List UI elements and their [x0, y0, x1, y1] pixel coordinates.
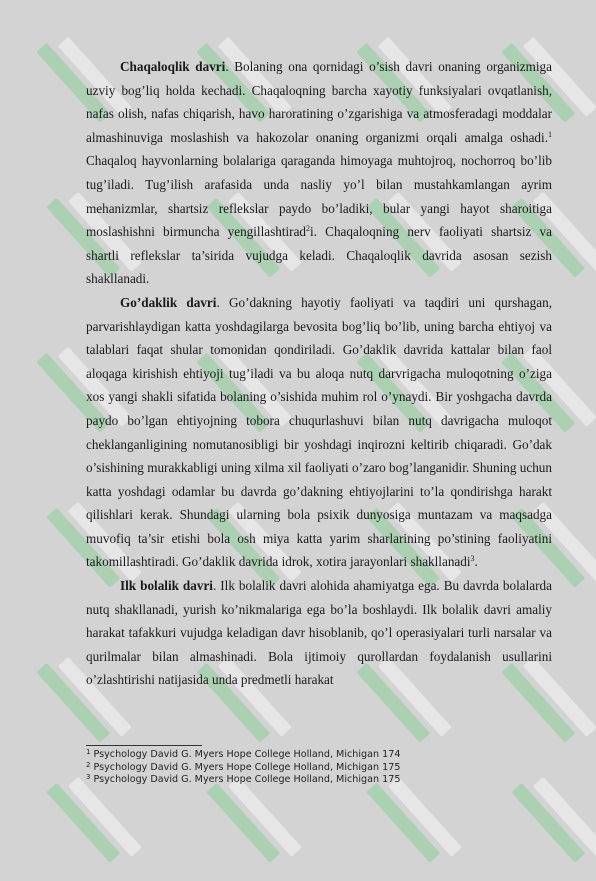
- footnote-separator: [86, 745, 202, 746]
- footnote-number: 3: [86, 773, 91, 782]
- text-run: . Go’dakning hayotiy faoliyati va taqdiri uni qurshagan, parvarishlaydigan katta yoshdagilarga bevosita bog’liq bo’lib, uning barcha ehtiyoj va talablari faqat shular tomonidan qondiriladi. Go’daklik davrida kattalar bilan faol aloqaga kirishish ehtiyoji tug’iladi va bu aloqa nutq darvrigacha muloqotning o’ziga xos yangi shakli sifatida bolaning o’sishida muhim rol o’ynaydi. Bir yoshgacha davrda paydo bo’lgan ehtiyojning tobora chuqurlashuvi bilan nutq davrigacha muloqot cheklanganligining nomutanosibligi bir yoshdagi inqirozni keltirib chiqaradi. Go’dak o’sishining murakkabligi uning xilma xil faoliyati o’zaro bog’langanidir. Shuning uchun katta yoshdagi odamlar bu davrda go’dakning ehtiyojlarini to’la qondirishga harakt qilishlari kerak. Shundagi ularning bola psixik dunyosiga muntazam va maqsadga muvofiq ta’sir etishi bola osh miya katta yarim sharlarining po’stining faoliyatini takomillashtiradi. Go’daklik davrida idrok, xotira jarayonlari shakllanadi: [86, 294, 552, 570]
- text-run: Chaqaloq hayvonlarning bolalariga qaraganda himoyaga muhtojroq, nochorroq bo’lib tug’iladi. Tug’ilish arafasida unda nasliy yo’l bilan mustahkamlangan ayrim mehanizmlar, shartsiz reflekslar paydo bo’ladiki, bular yangi hayot sharoitiga moslashishni birmuncha yengillashtirad: [86, 153, 552, 240]
- paragraph-chaqaloqlik: [86, 55, 552, 291]
- text-run: i. Chaqaloqning nerv faoliyati shartsiz va shartli reflekslar ta’sirida vujudga keladi. Chaqaloqlik davrida asosan sezish shakllanadi.: [86, 224, 552, 287]
- footnote-text: Psychology David G. Myers Hope College Holland, Michigan 175: [90, 761, 401, 773]
- footnotes: [86, 749, 552, 787]
- footnote-2: [86, 762, 552, 775]
- text-run: . Ilk bolalik davri alohida ahamiyatga ega. Bu davrda bolalarda nutq shakllanadi, yurish ko’nikmalariga ega bo’la boshlaydi. Ilk bolalik davri amaliy harakat tafakkuri vujudga keladigan davr hisoblanib, qo’l operasiyalari turli narsalar va qurilmalar bilan almashinadi. Bola ijtimoiy qurollardan foydalanish usullarini o’zlashtirishi natijasida unda predmetli harakat: [86, 578, 552, 688]
- heading-chaqaloqlik: Chaqaloqlik davri: [120, 59, 226, 74]
- heading-ilk-bolalik: Ilk bolalik davri: [120, 578, 213, 594]
- footnote-ref-2[interactable]: 2: [306, 224, 311, 234]
- text-run: .: [474, 554, 478, 570]
- footnote-3: [86, 774, 552, 787]
- heading-godaklik: Go’daklik davri: [120, 294, 217, 310]
- paragraph-godaklik: [86, 291, 552, 574]
- footnote-number: 2: [86, 760, 91, 769]
- paragraph-ilk-bolalik: [86, 574, 552, 692]
- footnote-ref-1[interactable]: 1: [548, 129, 552, 139]
- footnote-1: [86, 749, 552, 762]
- footnote-text: Psychology David G. Myers Hope College Holland, Michigan 174: [90, 749, 401, 760]
- footnote-text: Psychology David G. Myers Hope College Holland, Michigan 175: [90, 774, 401, 786]
- footnote-number: 1: [86, 748, 91, 756]
- document-body: [86, 55, 552, 692]
- text-run: . Bolaning ona qornidagi o’sish davri onaning organizmiga uzviy bog’liq holda kechadi. Chaqaloqning barcha xayotiy funksiyalari ovqatlanish, nafas olish, nafas chiqarish, havo haroratining o’zgarishiga va atmosferadagi moddalar almashinuviga moslashish va hakozolar onaning organizmi orqali amalga oshadi.: [86, 59, 552, 145]
- footnote-ref-3[interactable]: 3: [470, 554, 475, 564]
